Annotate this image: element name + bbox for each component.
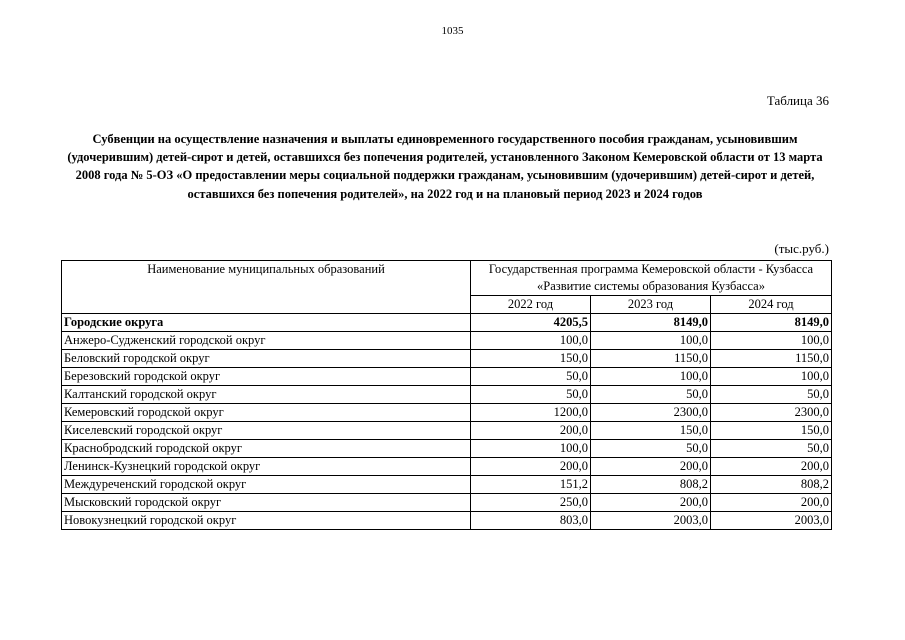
header-year-2023: 2023 год	[591, 296, 711, 314]
table-row	[62, 404, 832, 422]
table-row	[62, 494, 832, 512]
value-2024: 200,0	[711, 458, 832, 476]
table-row	[62, 440, 832, 458]
value-2023: 200,0	[591, 458, 711, 476]
value-2022: 50,0	[471, 368, 591, 386]
value-2024: 808,2	[711, 476, 832, 494]
table-row	[62, 368, 832, 386]
value-2024: 50,0	[711, 386, 832, 404]
row-name: Беловский городской округ	[62, 350, 471, 368]
value-2023: 8149,0	[591, 314, 711, 332]
table-row	[62, 476, 832, 494]
value-2023: 100,0	[591, 368, 711, 386]
row-name: Городские округа	[62, 314, 471, 332]
value-2022: 1200,0	[471, 404, 591, 422]
header-program: Государственная программа Кемеровской области - Кузбасса «Развитие системы образования Кузбасса»	[471, 261, 832, 296]
table-row	[62, 332, 832, 350]
value-2024: 50,0	[711, 440, 832, 458]
header-year-2022: 2022 год	[471, 296, 591, 314]
value-2023: 200,0	[591, 494, 711, 512]
table-row	[62, 458, 832, 476]
row-name: Краснобродский городской округ	[62, 440, 471, 458]
value-2023: 100,0	[591, 332, 711, 350]
row-name: Кемеровский городской округ	[62, 404, 471, 422]
value-2024: 100,0	[711, 368, 832, 386]
table-row	[62, 422, 832, 440]
value-2023: 50,0	[591, 386, 711, 404]
row-name: Киселевский городской округ	[62, 422, 471, 440]
value-2024: 200,0	[711, 494, 832, 512]
table-row	[62, 512, 832, 530]
row-name: Березовский городской округ	[62, 368, 471, 386]
header-municipality: Наименование муниципальных образований	[62, 261, 471, 314]
row-name: Междуреченский городской округ	[62, 476, 471, 494]
value-2024: 100,0	[711, 332, 832, 350]
value-2022: 100,0	[471, 332, 591, 350]
value-2022: 200,0	[471, 458, 591, 476]
value-2024: 2003,0	[711, 512, 832, 530]
value-2024: 8149,0	[711, 314, 832, 332]
value-2022: 200,0	[471, 422, 591, 440]
row-name: Анжеро-Судженский городской округ	[62, 332, 471, 350]
page-number: 1035	[441, 25, 464, 37]
value-2024: 2300,0	[711, 404, 832, 422]
value-2022: 151,2	[471, 476, 591, 494]
value-2022: 250,0	[471, 494, 591, 512]
table-row	[62, 350, 832, 368]
value-2023: 150,0	[591, 422, 711, 440]
table-label: Таблица 36	[766, 93, 829, 108]
value-2022: 150,0	[471, 350, 591, 368]
units-label: (тыс.руб.)	[774, 241, 829, 256]
row-name: Новокузнецкий городской округ	[62, 512, 471, 530]
value-2022: 4205,5	[471, 314, 591, 332]
value-2023: 2003,0	[591, 512, 711, 530]
value-2024: 1150,0	[711, 350, 832, 368]
value-2022: 50,0	[471, 386, 591, 404]
value-2023: 50,0	[591, 440, 711, 458]
table-row	[62, 386, 832, 404]
row-name: Калтанский городской округ	[62, 386, 471, 404]
value-2024: 150,0	[711, 422, 832, 440]
row-name: Ленинск-Кузнецкий городской округ	[62, 458, 471, 476]
value-2023: 2300,0	[591, 404, 711, 422]
document-title: Субвенции на осуществление назначения и выплаты единовременного государственного пособия гражданам, усыновившим (удочерившим) детей-сирот и детей, оставшихся без попечения родителей, установленного Законом Кемеровской области от 13 марта 2008 года № 5-ОЗ «О предоставлении меры социальной поддержки гражданам, усыновившим (удочерившим) детей-сирот и детей, оставшихся без попечения родителей», на 2022 год и на плановый период 2023 и 2024 годов	[67, 132, 823, 201]
table-row-total	[62, 314, 832, 332]
subsidies-table	[61, 260, 832, 530]
value-2023: 1150,0	[591, 350, 711, 368]
header-year-2024: 2024 год	[711, 296, 832, 314]
value-2023: 808,2	[591, 476, 711, 494]
value-2022: 803,0	[471, 512, 591, 530]
value-2022: 100,0	[471, 440, 591, 458]
row-name: Мысковский городской округ	[62, 494, 471, 512]
